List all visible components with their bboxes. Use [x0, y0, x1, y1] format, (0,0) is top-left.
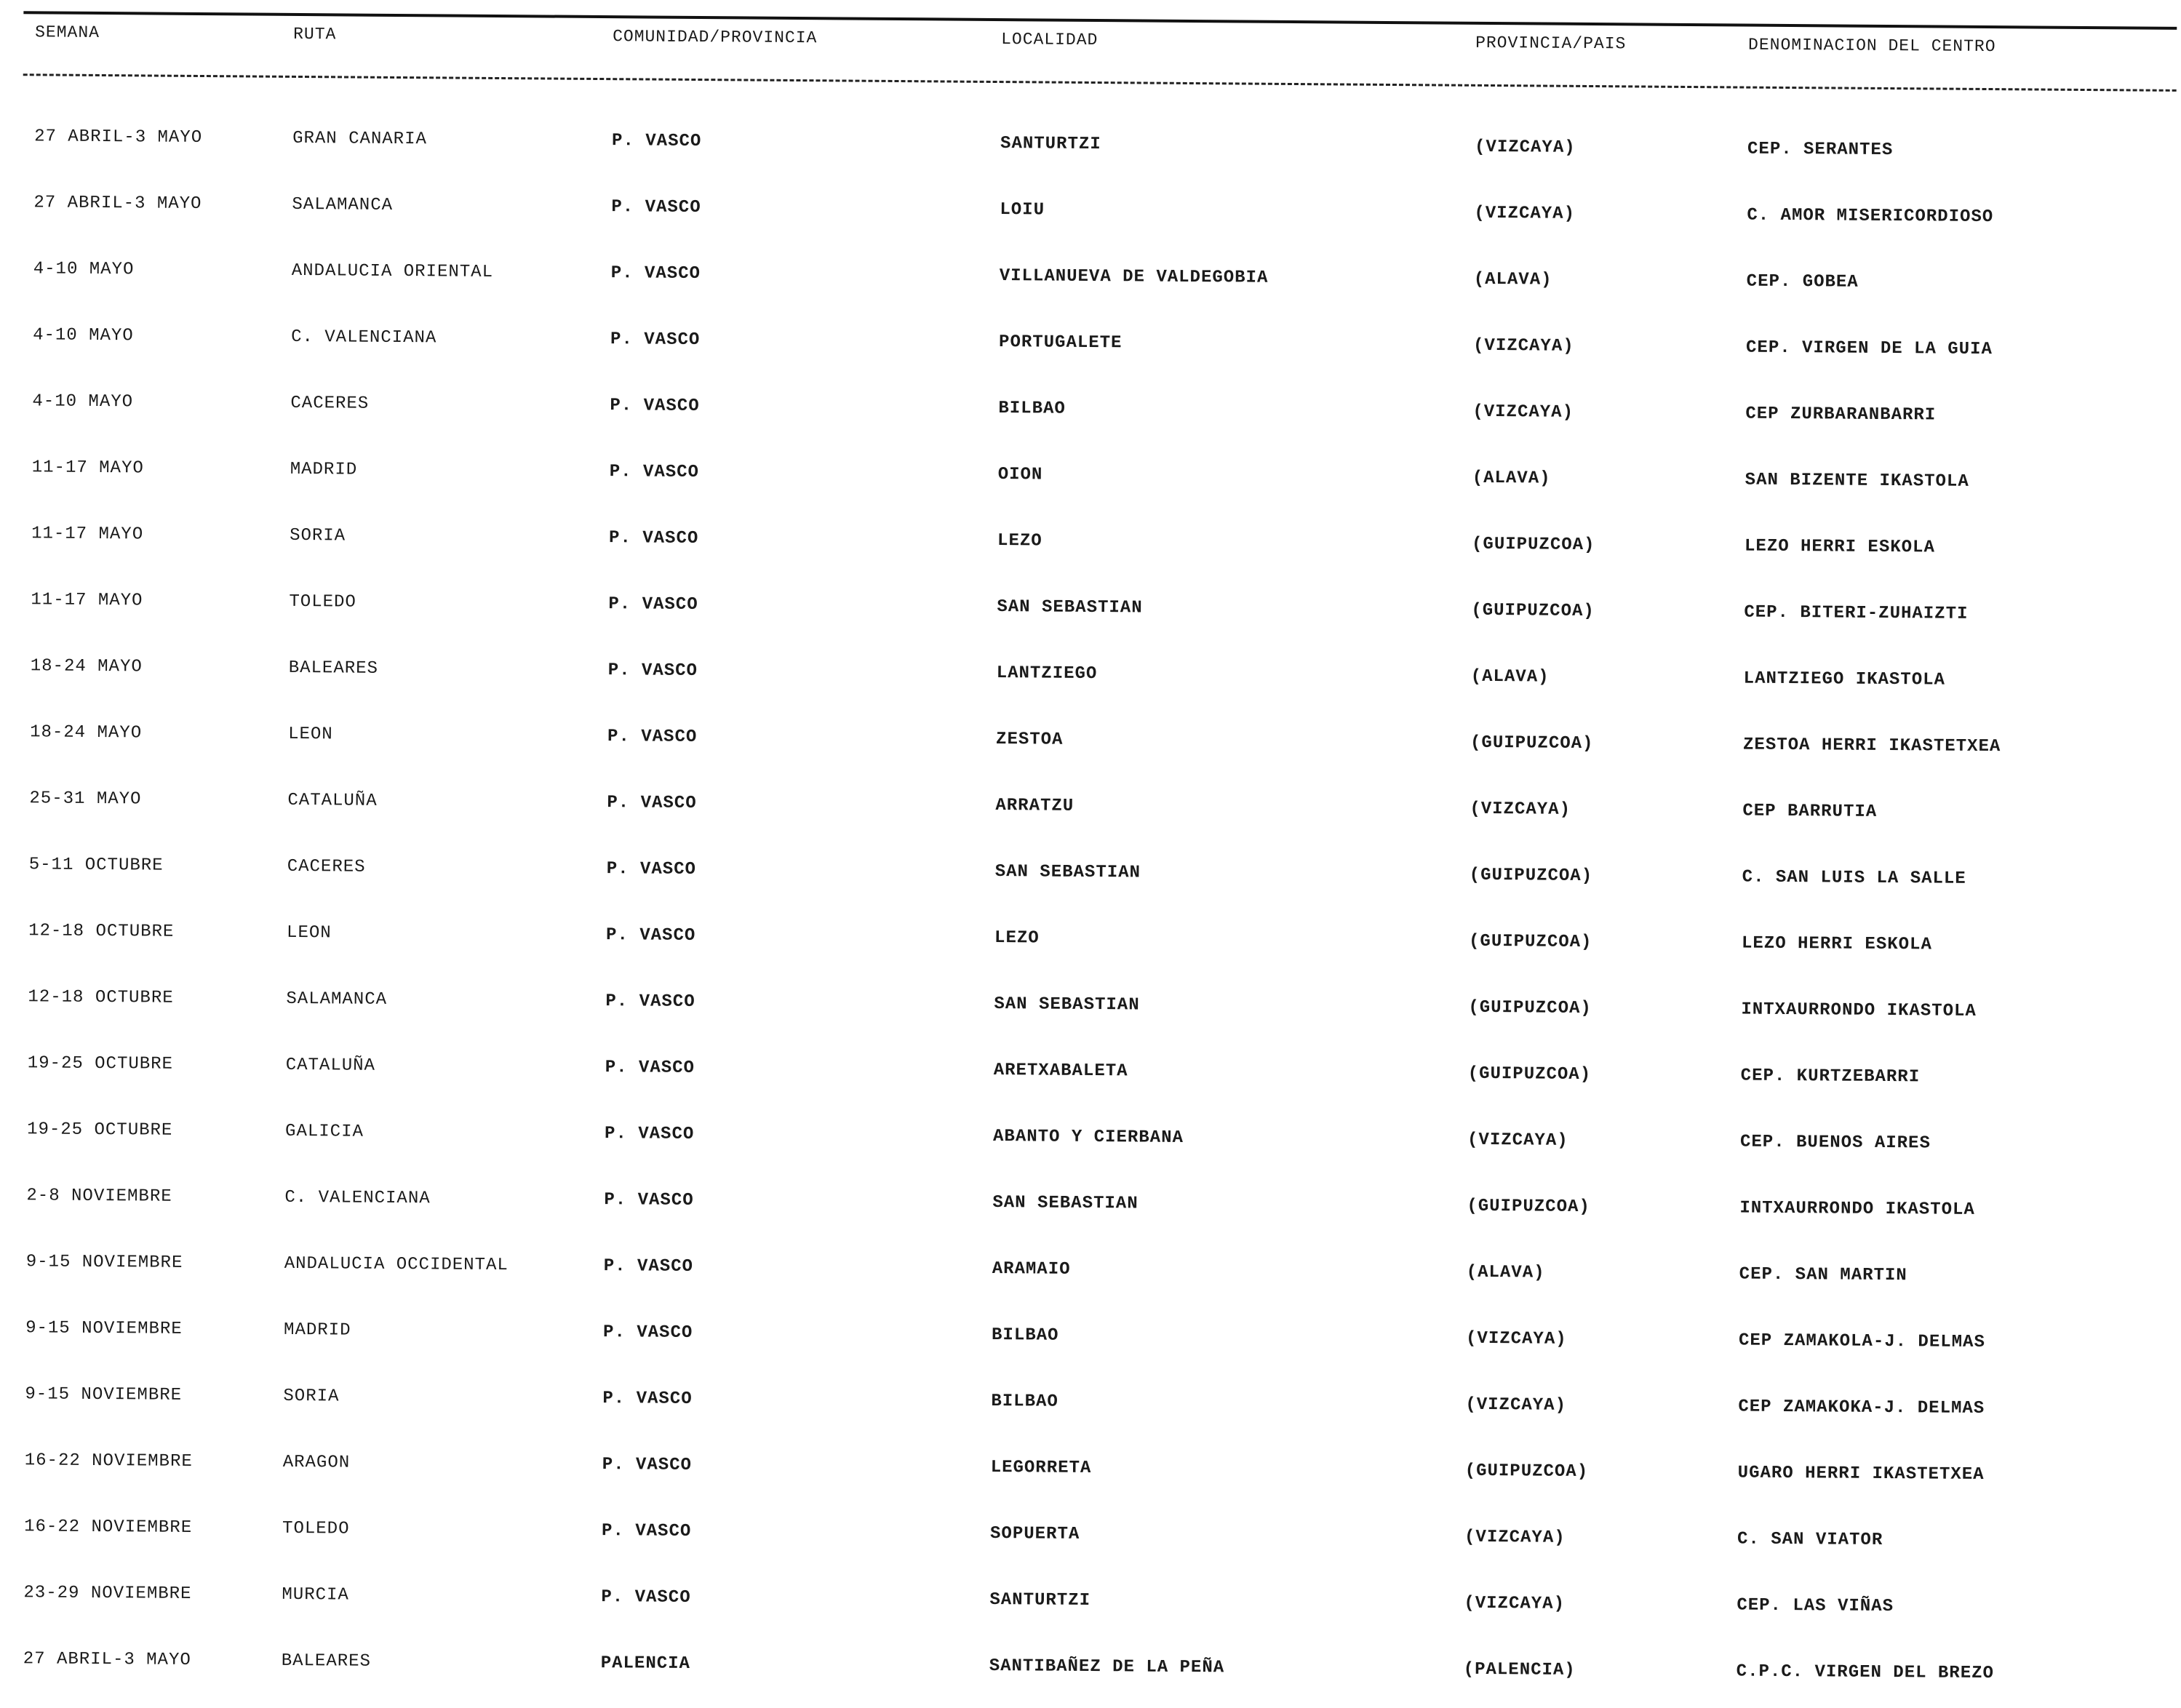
cell-provincia: (VIZCAYA): [1465, 1394, 1567, 1416]
cell-localidad: BILBAO: [991, 1392, 1058, 1412]
cell-comunidad: P. VASCO: [607, 661, 698, 682]
table-row: [0, 854, 2181, 914]
cell-provincia: (GUIPUZCOA): [1467, 1063, 1592, 1085]
cell-localidad: ARRATZU: [995, 796, 1074, 816]
cell-comunidad: P. VASCO: [602, 1322, 693, 1344]
cell-ruta: CATALUÑA: [285, 1055, 376, 1076]
table-row: [0, 1053, 2180, 1112]
cell-comunidad: P. VASCO: [602, 1389, 693, 1410]
cell-comunidad: P. VASCO: [607, 793, 697, 814]
cell-provincia: (GUIPUZCOA): [1467, 1196, 1590, 1218]
cell-centro: CEP. KURTZEBARRI: [1740, 1066, 1921, 1088]
table-row: [2, 457, 2181, 516]
cell-localidad: OION: [997, 465, 1043, 485]
cell-ruta: GALICIA: [285, 1121, 364, 1142]
cell-provincia: (VIZCAYA): [1467, 1130, 1568, 1151]
table-row: [0, 1251, 2178, 1311]
cell-centro: ZESTOA HERRI IKASTETXEA: [1742, 735, 2001, 757]
cell-provincia: (GUIPUZCOA): [1471, 534, 1595, 556]
table-row: [1, 722, 2181, 781]
cell-semana: 18-24 MAYO: [30, 656, 143, 677]
cell-ruta: C. VALENCIANA: [284, 1187, 431, 1209]
cell-provincia: (VIZCAYA): [1472, 402, 1574, 423]
cell-localidad: SAN SEBASTIAN: [992, 1193, 1139, 1214]
cell-comunidad: P. VASCO: [610, 396, 700, 417]
cell-ruta: MADRID: [284, 1320, 351, 1341]
cell-localidad: SAN SEBASTIAN: [997, 597, 1143, 618]
cell-semana: 9-15 NOVIEMBRE: [25, 1252, 183, 1273]
cell-provincia: (GUIPUZCOA): [1469, 865, 1593, 887]
table-row: [0, 920, 2180, 980]
cell-ruta: SORIA: [290, 525, 346, 546]
cell-centro: CEP. VIRGEN DE LA GUIA: [1745, 338, 1993, 360]
cell-ruta: CATALUÑA: [287, 790, 378, 811]
table-row: [1, 589, 2181, 649]
table-row: [0, 1185, 2178, 1245]
cell-semana: 12-18 OCTUBRE: [28, 921, 175, 942]
cell-centro: CEP ZAMAKOLA-J. DELMAS: [1738, 1330, 1985, 1353]
table-row: [5, 126, 2181, 185]
cell-ruta: TOLEDO: [289, 591, 356, 612]
cell-ruta: TOLEDO: [282, 1518, 350, 1539]
cell-semana: 11-17 MAYO: [31, 524, 144, 545]
table-row: [0, 1648, 2175, 1708]
cell-centro: CEP. BUENOS AIRES: [1739, 1132, 1931, 1154]
cell-centro: INTXAURRONDO IKASTOLA: [1739, 1198, 1975, 1220]
table-row: [4, 324, 2181, 384]
cell-provincia: (VIZCAYA): [1465, 1328, 1567, 1349]
cell-localidad: SANTIBAÑEZ DE LA PEÑA: [989, 1656, 1225, 1678]
cell-ruta: LEON: [288, 724, 333, 745]
cell-centro: LEZO HERRI ESKOLA: [1744, 536, 1935, 558]
cell-semana: 11-17 MAYO: [31, 590, 143, 611]
table-row: [0, 1516, 2176, 1576]
cell-comunidad: P. VASCO: [609, 462, 700, 483]
cell-localidad: ARETXABALETA: [993, 1061, 1128, 1082]
cell-provincia: (VIZCAYA): [1472, 335, 1574, 356]
cell-centro: CEP. BITERI-ZUHAIZTI: [1744, 602, 1969, 624]
cell-comunidad: P. VASCO: [606, 859, 697, 880]
cell-semana: 27 ABRIL-3 MAYO: [23, 1649, 191, 1670]
cell-ruta: MURCIA: [282, 1584, 349, 1605]
cell-centro: CEP. SAN MARTIN: [1739, 1264, 1907, 1286]
cell-localidad: LOIU: [1000, 200, 1045, 220]
cell-ruta: CACERES: [287, 856, 366, 877]
cell-ruta: LEON: [287, 922, 332, 943]
cell-comunidad: P. VASCO: [611, 131, 702, 152]
cell-semana: 9-15 NOVIEMBRE: [25, 1318, 183, 1339]
cell-semana: 11-17 MAYO: [31, 458, 144, 479]
table-row: [1, 655, 2181, 715]
cell-comunidad: P. VASCO: [604, 1190, 694, 1211]
cell-semana: 19-25 OCTUBRE: [27, 1120, 173, 1141]
cell-ruta: SALAMANCA: [292, 194, 394, 215]
cell-provincia: (ALAVA): [1470, 666, 1550, 687]
cell-comunidad: P. VASCO: [605, 925, 696, 946]
cell-localidad: VILLANUEVA DE VALDEGOBIA: [999, 266, 1269, 288]
cell-comunidad: PALENCIA: [600, 1653, 691, 1674]
cell-provincia: (GUIPUZCOA): [1464, 1461, 1589, 1482]
cell-localidad: ARAMAIO: [992, 1259, 1071, 1280]
cell-provincia: (VIZCAYA): [1474, 203, 1576, 224]
cell-centro: CEP ZAMAKOKA-J. DELMAS: [1738, 1397, 1985, 1419]
cell-localidad: LANTZIEGO: [996, 663, 1098, 685]
cell-semana: 19-25 OCTUBRE: [27, 1053, 174, 1074]
cell-ruta: ANDALUCIA ORIENTAL: [291, 260, 494, 282]
cell-provincia: (GUIPUZCOA): [1470, 733, 1594, 754]
cell-comunidad: P. VASCO: [610, 263, 701, 284]
cell-semana: 16-22 NOVIEMBRE: [24, 1450, 193, 1472]
cell-ruta: C. VALENCIANA: [291, 327, 437, 348]
cell-semana: 18-24 MAYO: [30, 722, 143, 743]
cell-semana: 5-11 OCTUBRE: [28, 855, 164, 876]
cell-semana: 2-8 NOVIEMBRE: [26, 1186, 172, 1207]
cell-semana: 4-10 MAYO: [32, 391, 134, 412]
cell-comunidad: P. VASCO: [608, 594, 698, 615]
cell-comunidad: P. VASCO: [602, 1455, 693, 1475]
cell-centro: LANTZIEGO IKASTOLA: [1743, 669, 1946, 690]
cell-semana: 4-10 MAYO: [33, 325, 134, 346]
cell-comunidad: P. VASCO: [607, 727, 698, 748]
table-row: [0, 1317, 2177, 1377]
cell-provincia: (GUIPUZCOA): [1471, 600, 1595, 622]
cell-localidad: BILBAO: [991, 1325, 1059, 1346]
cell-centro: C.P.C. VIRGEN DEL BREZO: [1736, 1661, 1995, 1684]
cell-localidad: LEGORRETA: [990, 1458, 1092, 1479]
cell-semana: 16-22 NOVIEMBRE: [24, 1517, 193, 1538]
cell-semana: 23-29 NOVIEMBRE: [23, 1583, 192, 1604]
cell-comunidad: P. VASCO: [605, 1058, 695, 1079]
table-row: [0, 1119, 2179, 1178]
table-body: [5, 126, 2181, 1684]
cell-localidad: BILBAO: [998, 399, 1066, 419]
header-semana: SEMANA: [35, 23, 100, 42]
table-row: [4, 258, 2181, 318]
cell-ruta: ANDALUCIA OCCIDENTAL: [284, 1253, 509, 1276]
cell-localidad: PORTUGALETE: [998, 332, 1123, 354]
header-provincia-pais: PROVINCIA/PAIS: [1475, 33, 1627, 54]
table-row: [0, 1450, 2177, 1509]
cell-centro: C. SAN VIATOR: [1737, 1529, 1883, 1551]
cell-provincia: (VIZCAYA): [1464, 1527, 1566, 1548]
cell-comunidad: P. VASCO: [601, 1521, 692, 1541]
cell-ruta: BALEARES: [288, 658, 379, 679]
cell-provincia: (GUIPUZCOA): [1468, 997, 1592, 1019]
table-row: [0, 1582, 2175, 1642]
table-row: [0, 788, 2181, 847]
cell-localidad: LEZO: [997, 531, 1042, 551]
cell-localidad: SANTURTZI: [989, 1590, 1091, 1611]
cell-centro: CEP. SERANTES: [1747, 139, 1894, 161]
cell-provincia: (VIZCAYA): [1474, 137, 1576, 158]
cell-centro: CEP. GOBEA: [1746, 271, 1859, 292]
cell-centro: C. AMOR MISERICORDIOSO: [1747, 205, 1994, 228]
cell-comunidad: P. VASCO: [605, 991, 695, 1013]
table-row: [2, 523, 2181, 583]
header-comunidad-provincia: COMUNIDAD/PROVINCIA: [613, 27, 818, 48]
cell-ruta: BALEARES: [281, 1651, 372, 1672]
cell-ruta: MADRID: [290, 459, 358, 480]
cell-semana: 25-31 MAYO: [29, 789, 142, 810]
table-row: [0, 986, 2180, 1046]
cell-localidad: LEZO: [994, 928, 1040, 949]
cell-comunidad: P. VASCO: [608, 528, 699, 549]
cell-provincia: (VIZCAYA): [1464, 1593, 1566, 1614]
cell-comunidad: P. VASCO: [611, 197, 701, 218]
header-localidad: LOCALIDAD: [1001, 30, 1099, 50]
cell-ruta: SORIA: [283, 1386, 340, 1407]
cell-centro: CEP BARRUTIA: [1742, 801, 1878, 822]
cell-localidad: ABANTO Y CIERBANA: [992, 1127, 1184, 1148]
table-row: [0, 1384, 2177, 1443]
header-denominacion-del-centro: DENOMINACION DEL CENTRO: [1748, 35, 1996, 57]
cell-centro: UGARO HERRI IKASTETXEA: [1737, 1463, 1985, 1485]
cell-localidad: SANTURTZI: [1000, 134, 1101, 155]
cell-centro: SAN BIZENTE IKASTOLA: [1745, 470, 1969, 492]
table-row: [3, 391, 2181, 450]
table-header: [6, 21, 2181, 81]
cell-ruta: GRAN CANARIA: [292, 128, 428, 150]
cell-semana: 9-15 NOVIEMBRE: [25, 1384, 183, 1405]
cell-localidad: ZESTOA: [995, 730, 1064, 750]
cell-provincia: (ALAVA): [1466, 1262, 1545, 1283]
cell-provincia: (PALENCIA): [1463, 1659, 1576, 1680]
cell-centro: CEP. LAS VIÑAS: [1737, 1595, 1894, 1617]
cell-provincia: (GUIPUZCOA): [1468, 931, 1592, 953]
cell-semana: 27 ABRIL-3 MAYO: [33, 193, 202, 215]
cell-provincia: (ALAVA): [1472, 468, 1551, 489]
cell-semana: 27 ABRIL-3 MAYO: [34, 127, 203, 148]
cell-semana: 12-18 OCTUBRE: [28, 987, 174, 1008]
cell-provincia: (ALAVA): [1473, 269, 1552, 290]
cell-ruta: ARAGON: [282, 1452, 351, 1473]
header-ruta: RUTA: [293, 24, 337, 44]
cell-ruta: SALAMANCA: [286, 989, 388, 1010]
cell-comunidad: P. VASCO: [603, 1256, 694, 1277]
table-row: [4, 192, 2181, 252]
cell-centro: CEP ZURBARANBARRI: [1745, 404, 1937, 426]
cell-centro: LEZO HERRI ESKOLA: [1741, 933, 1932, 955]
cell-semana: 4-10 MAYO: [33, 259, 135, 280]
cell-comunidad: P. VASCO: [604, 1124, 695, 1145]
cell-localidad: SAN SEBASTIAN: [994, 994, 1140, 1015]
cell-localidad: SAN SEBASTIAN: [994, 862, 1141, 883]
cell-centro: C. SAN LUIS LA SALLE: [1742, 867, 1966, 889]
cell-centro: INTXAURRONDO IKASTOLA: [1741, 999, 1977, 1021]
cell-comunidad: P. VASCO: [601, 1587, 691, 1608]
cell-ruta: CACERES: [290, 393, 370, 414]
cell-comunidad: P. VASCO: [610, 330, 701, 351]
cell-localidad: SOPUERTA: [989, 1524, 1080, 1544]
cell-provincia: (VIZCAYA): [1470, 799, 1571, 820]
